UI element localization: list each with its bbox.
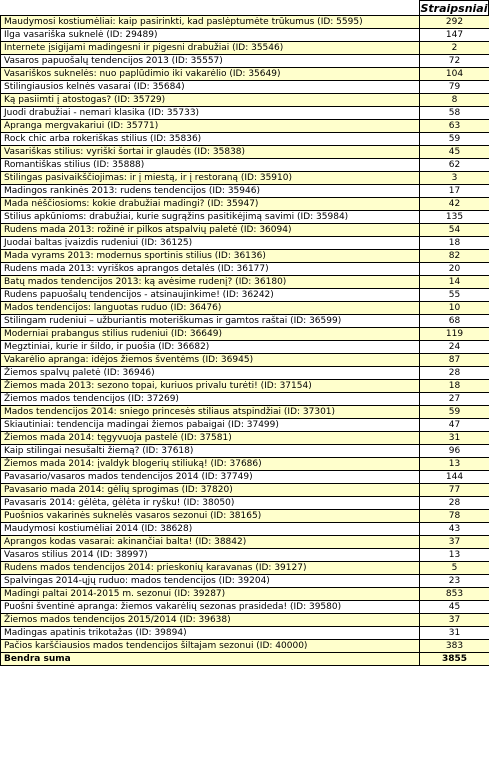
article-name-cell: Vasariškos suknelės: nuo paplūdimio iki vakarėlio (ID: 35649) [1,68,420,81]
article-count-cell: 13 [420,549,489,562]
article-name-cell: Maudymosi kostiumėliai: kaip pasirinkti, kad paslėptumėte trūkumus (ID: 5595) [1,16,420,29]
table-row [1,185,489,198]
article-name-cell: Madingos rankinės 2013: rudens tendencijos (ID: 35946) [1,185,420,198]
article-name-cell: Žiemos mada 2014: įvaldyk blogerių stiliuką! (ID: 37686) [1,458,420,471]
table-row [1,614,489,627]
article-name-cell: Kaip stilingai nesušalti žiemą? (ID: 37618) [1,445,420,458]
table-row [1,42,489,55]
table-row [1,510,489,523]
article-name-cell: Mada vyrams 2013: modernus sportinis stilius (ID: 36136) [1,250,420,263]
table-row [1,484,489,497]
article-count-cell: 31 [420,627,489,640]
table-row [1,406,489,419]
article-name-cell: Madingi paltai 2014-2015 m. sezonui (ID: 39287) [1,588,420,601]
article-name-cell: Mados tendencijos 2014: sniego princesės stiliaus atspindžiai (ID: 37301) [1,406,420,419]
table-row [1,107,489,120]
article-name-cell: Maudymosi kostiumėliai 2014 (ID: 38628) [1,523,420,536]
table-header [0,0,489,15]
table-row [1,627,489,640]
article-name-cell: Aprangos kodas vasarai: akinančiai balta! (ID: 38842) [1,536,420,549]
article-name-cell: Žiemos mados tendencijos 2015/2014 (ID: 39638) [1,614,420,627]
article-name-cell: Rock chic arba rokeriškas stilius (ID: 35836) [1,133,420,146]
article-count-cell: 5 [420,562,489,575]
article-name-cell: Pavasaris 2014: gėlėta, gėlėta ir ryšku! (ID: 38050) [1,497,420,510]
article-count-cell: 77 [420,484,489,497]
table-row [1,315,489,328]
article-name-cell: Žiemos spalvų paletė (ID: 36946) [1,367,420,380]
article-count-cell: 23 [420,575,489,588]
article-name-cell: Moderniai prabangus stilius rudeniui (ID: 36649) [1,328,420,341]
table-row [1,276,489,289]
article-count-cell: 96 [420,445,489,458]
article-name-cell: Žiemos mada 2014: tęgyvuoja pastelė (ID: 37581) [1,432,420,445]
article-name-cell: Vasariškas stilius: vyriški šortai ir glaudės (ID: 35838) [1,146,420,159]
table-row [1,55,489,68]
table-row [1,328,489,341]
table-row [1,432,489,445]
article-count-cell: 18 [420,237,489,250]
article-count-cell: 45 [420,146,489,159]
article-count-cell: 82 [420,250,489,263]
article-name-cell: Skiautiniai: tendencija madingai žiemos pabaigai (ID: 37499) [1,419,420,432]
table-row [1,497,489,510]
article-name-cell: Rudens mada 2013: vyriškos aprangos detalės (ID: 36177) [1,263,420,276]
article-count-cell: 72 [420,55,489,68]
article-name-cell: Puošni šventinė apranga: žiemos vakarėlių sezonas prasideda! (ID: 39580) [1,601,420,614]
article-count-cell: 3 [420,172,489,185]
table-row [1,120,489,133]
article-count-cell: 31 [420,432,489,445]
article-name-cell: Rudens mada 2013: rožinė ir pilkos atspalvių paletė (ID: 36094) [1,224,420,237]
article-count-cell: 43 [420,523,489,536]
article-name-cell: Apranga mergvakariui (ID: 35771) [1,120,420,133]
table-row [1,224,489,237]
table-row [1,341,489,354]
article-name-cell: Ilga vasariška suknelė (ID: 29489) [1,29,420,42]
table-row [1,536,489,549]
article-name-cell: Stilingiausios kelnės vasarai (ID: 35684) [1,81,420,94]
table-body [1,16,489,653]
article-count-cell: 79 [420,81,489,94]
article-count-cell: 14 [420,276,489,289]
article-count-cell: 87 [420,354,489,367]
table-row [1,211,489,224]
table-row [1,198,489,211]
article-name-cell: Ką pasiimti į atostogas? (ID: 35729) [1,94,420,107]
article-count-cell: 54 [420,224,489,237]
article-count-cell: 2 [420,42,489,55]
article-name-cell: Stilingam rudeniui – užburiantis moteriškumas ir gamtos raštai (ID: 36599) [1,315,420,328]
article-count-cell: 135 [420,211,489,224]
article-name-cell: Vasaros papuošalų tendencijos 2013 (ID: 35557) [1,55,420,68]
article-count-cell: 37 [420,614,489,627]
article-name-cell: Spalvingas 2014-ųjų ruduo: mados tendencijos (ID: 39204) [1,575,420,588]
article-name-cell: Romantiškas stilius (ID: 35888) [1,159,420,172]
article-count-cell: 147 [420,29,489,42]
table-row [1,172,489,185]
article-name-cell: Pavasario/vasaros mados tendencijos 2014 (ID: 37749) [1,471,420,484]
table-row [1,263,489,276]
table-row [1,419,489,432]
article-count-cell: 292 [420,16,489,29]
article-name-cell: Puošnios vakarinės suknelės vasaros sezonui (ID: 38165) [1,510,420,523]
table-row [1,68,489,81]
article-count-cell: 18 [420,380,489,393]
article-name-cell: Žiemos mada 2013: sezono topai, kuriuos privalu turėti! (ID: 37154) [1,380,420,393]
article-count-cell: 17 [420,185,489,198]
article-count-cell: 853 [420,588,489,601]
article-count-cell: 104 [420,68,489,81]
article-count-cell: 10 [420,302,489,315]
column-title: Straipsniai [420,2,488,15]
article-name-cell: Pavasario mada 2014: gėlių sprogimas (ID: 37820) [1,484,420,497]
article-count-cell: 45 [420,601,489,614]
table-row [1,393,489,406]
total-value: 3855 [420,653,489,666]
article-count-cell: 62 [420,159,489,172]
total-row [1,653,489,666]
article-count-cell: 47 [420,419,489,432]
article-name-cell: Megztiniai, kurie ir šildo, ir puošia (ID: 36682) [1,341,420,354]
article-count-cell: 27 [420,393,489,406]
table-row [1,549,489,562]
article-name-cell: Juodi drabužiai - nemari klasika (ID: 35733) [1,107,420,120]
table-row [1,640,489,653]
table-row [1,302,489,315]
article-count-cell: 28 [420,497,489,510]
article-name-cell: Juodai baltas įvaizdis rudeniui (ID: 36125) [1,237,420,250]
table-row [1,289,489,302]
article-count-cell: 63 [420,120,489,133]
article-count-cell: 78 [420,510,489,523]
articles-table [0,15,489,666]
table-row [1,458,489,471]
article-name-cell: Mados tendencijos: languotas ruduo (ID: 36476) [1,302,420,315]
article-name-cell: Pačios karščiausios mados tendencijos šiltajam sezonui (ID: 40000) [1,640,420,653]
table-row [1,523,489,536]
table-row [1,16,489,29]
table-row [1,575,489,588]
table-row [1,562,489,575]
table-row [1,250,489,263]
table-row [1,237,489,250]
article-name-cell: Vakarėlio apranga: idėjos žiemos šventėms (ID: 36945) [1,354,420,367]
article-name-cell: Rudens mados tendencijos 2014: prieskonių karavanas (ID: 39127) [1,562,420,575]
article-count-cell: 59 [420,406,489,419]
article-count-cell: 68 [420,315,489,328]
table-row [1,367,489,380]
article-count-cell: 55 [420,289,489,302]
total-label: Bendra suma [1,653,420,666]
table-row [1,588,489,601]
article-count-cell: 13 [420,458,489,471]
article-name-cell: Rudens papuošalų tendencijos - atsinaujinkime! (ID: 36242) [1,289,420,302]
article-name-cell: Stilingas pasivaikščiojimas: ir į miestą, ir į restoraną (ID: 35910) [1,172,420,185]
article-name-cell: Stilius apkūnioms: drabužiai, kurie sugrąžins pasitikėjimą savimi (ID: 35984) [1,211,420,224]
table-row [1,471,489,484]
table-row [1,94,489,107]
article-count-cell: 59 [420,133,489,146]
article-count-cell: 24 [420,341,489,354]
table-row [1,380,489,393]
article-name-cell: Batų mados tendencijos 2013: ką avėsime rudenį? (ID: 36180) [1,276,420,289]
article-count-cell: 37 [420,536,489,549]
article-count-cell: 42 [420,198,489,211]
article-count-cell: 383 [420,640,489,653]
table-row [1,29,489,42]
table-row [1,159,489,172]
article-count-cell: 8 [420,94,489,107]
table-row [1,133,489,146]
article-count-cell: 119 [420,328,489,341]
article-count-cell: 144 [420,471,489,484]
article-count-cell: 28 [420,367,489,380]
article-count-cell: 58 [420,107,489,120]
article-name-cell: Vasaros stilius 2014 (ID: 38997) [1,549,420,562]
article-name-cell: Madingas apatinis trikotažas (ID: 39894) [1,627,420,640]
table-row [1,81,489,94]
article-name-cell: Žiemos mados tendencijos (ID: 37269) [1,393,420,406]
table-row [1,146,489,159]
header-spacer [0,0,419,15]
article-name-cell: Mada nėščiosioms: kokie drabužiai madingi? (ID: 35947) [1,198,420,211]
article-name-cell: Internete įsigijami madingesni ir pigesni drabužiai (ID: 35546) [1,42,420,55]
table-row [1,601,489,614]
article-count-cell: 20 [420,263,489,276]
table-row [1,445,489,458]
table-row [1,354,489,367]
